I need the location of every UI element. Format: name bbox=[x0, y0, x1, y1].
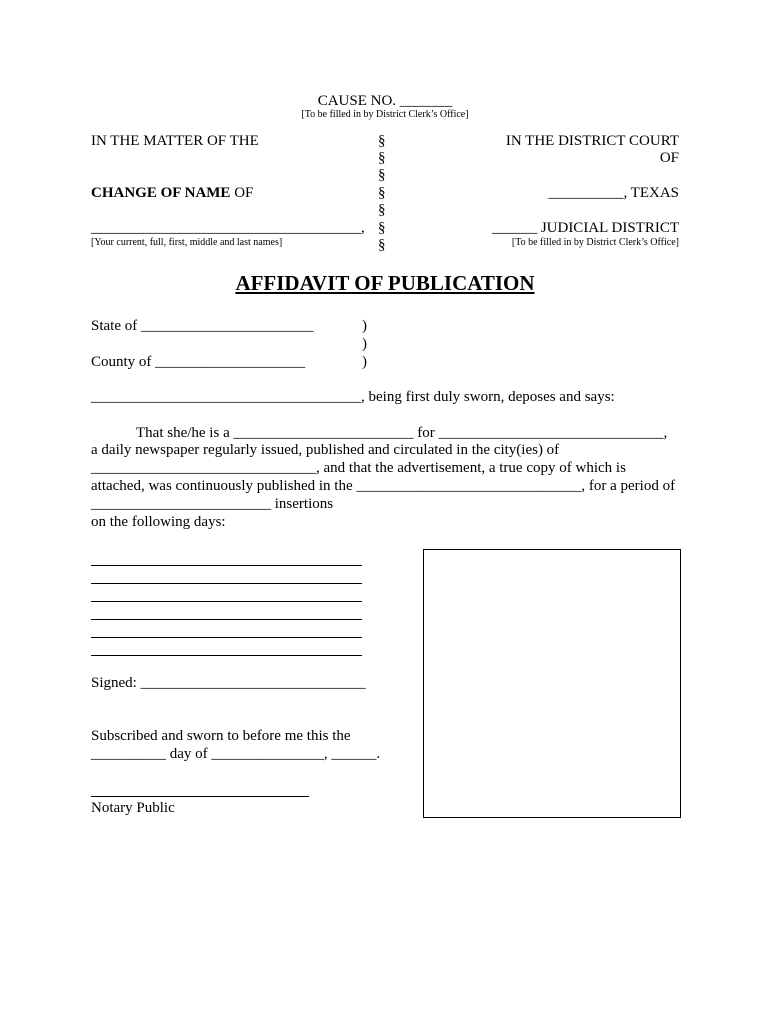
district-court-label: IN THE DISTRICT COURT bbox=[505, 133, 679, 149]
body-line: attached, was continuously published in the ______________________________, for a period of bbox=[91, 478, 676, 494]
caption-change-of-name bbox=[91, 186, 253, 201]
district-court-of: OF bbox=[659, 150, 679, 166]
document-title: AFFIDAVIT OF PUBLICATION bbox=[235, 271, 535, 295]
body-line: a daily newspaper regularly issued, published and circulated in the city(ies) of bbox=[91, 442, 560, 458]
insertions-line: ________________________ insertions bbox=[91, 496, 334, 512]
publication-day-line bbox=[91, 655, 362, 656]
venue-paren: ) bbox=[362, 318, 367, 334]
county-texas-line: __________, TEXAS bbox=[548, 185, 679, 201]
current-name-note: [Your current, full, first, middle and last names] bbox=[91, 237, 283, 248]
current-name-line: ____________________________________, bbox=[91, 220, 365, 236]
caption-matter-of: IN THE MATTER OF THE bbox=[91, 133, 259, 149]
publication-day-line bbox=[91, 565, 362, 566]
advertisement-copy-box bbox=[423, 549, 681, 818]
change-of-name-of: OF bbox=[230, 185, 254, 201]
change-of-name-bold: CHANGE OF NAME bbox=[91, 185, 231, 201]
notary-public-label: Notary Public bbox=[91, 800, 175, 816]
judicial-district-line: ______ JUDICIAL DISTRICT bbox=[492, 220, 679, 236]
body-line: ______________________________, and that the advertisement, a true copy of which is bbox=[91, 460, 626, 476]
cause-number: CAUSE NO. _______ bbox=[317, 93, 453, 109]
publication-day-line bbox=[91, 583, 362, 584]
subscribed-sworn-text: Subscribed and sworn to before me this the bbox=[91, 728, 351, 744]
state-of-line: State of _______________________ bbox=[91, 318, 314, 334]
subscribed-date-line: __________ day of _______________, ______. bbox=[91, 746, 381, 762]
section-symbol: § bbox=[378, 185, 386, 201]
section-symbol: § bbox=[378, 133, 386, 149]
section-symbol: § bbox=[378, 220, 386, 236]
venue-paren: ) bbox=[362, 354, 367, 370]
newspaper-line: That she/he is a ________________________ for ______________________________, bbox=[136, 425, 668, 441]
section-symbol: § bbox=[378, 150, 386, 166]
publication-day-line bbox=[91, 637, 362, 638]
notary-signature-line bbox=[91, 796, 309, 797]
publication-day-line bbox=[91, 619, 362, 620]
signed-line: Signed: ______________________________ bbox=[91, 675, 366, 691]
publication-day-line bbox=[91, 601, 362, 602]
section-symbol: § bbox=[378, 237, 386, 253]
judicial-district-note: [To be filled in by District Clerk’s Office] bbox=[511, 237, 679, 248]
venue-paren: ) bbox=[362, 336, 367, 352]
section-symbol: § bbox=[378, 202, 386, 218]
county-of-line: County of ____________________ bbox=[91, 354, 306, 370]
section-symbol: § bbox=[378, 167, 386, 183]
cause-number-note: [To be filled in by District Clerk’s Office] bbox=[301, 109, 469, 120]
affiant-sworn-line: ____________________________________, being first duly sworn, deposes and says: bbox=[91, 389, 615, 405]
following-days-label: on the following days: bbox=[91, 514, 226, 530]
